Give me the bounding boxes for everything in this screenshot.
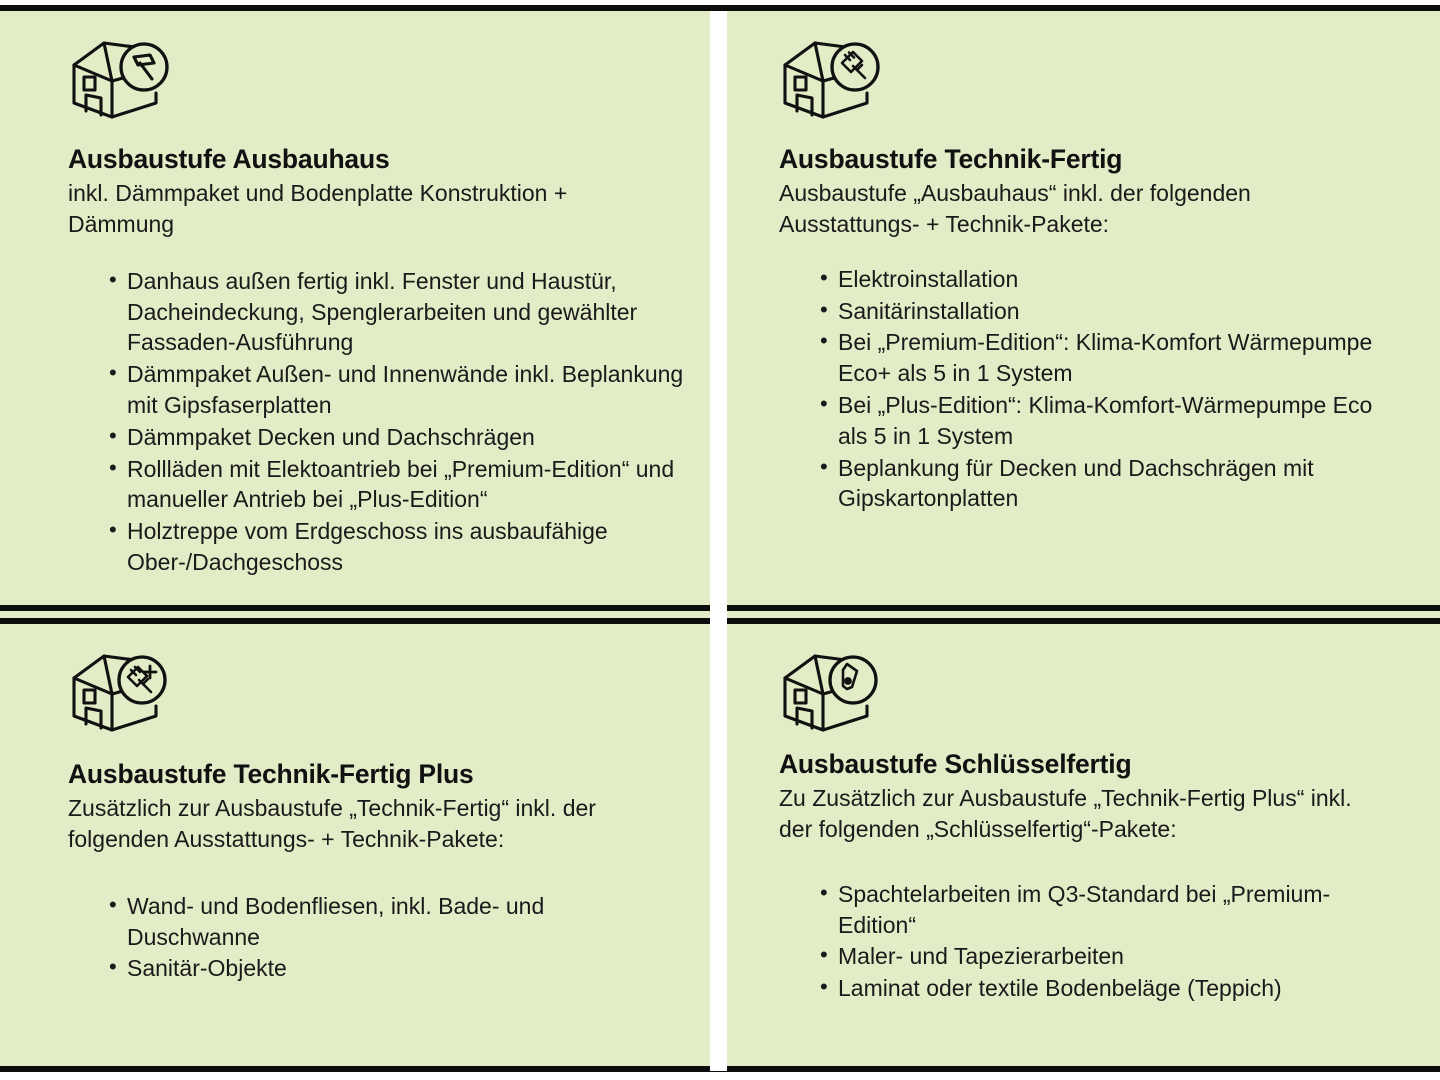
panel-bullet-list [68, 266, 690, 578]
list-item: • Wand- und Bodenfliesen, inkl. Bade- und Duschwanne [109, 891, 669, 953]
house-key-icon [779, 648, 885, 734]
list-item: • Rollläden mit Elektoantrieb bei „Premium-Edition“ und manueller Antrieb bei „Plus-Edition“ [109, 454, 690, 516]
panel-technik-fertig-plus [0, 624, 710, 1071]
panel-subtitle: inkl. Dämmpaket und Bodenplatte Konstruktion + Dämmung [68, 180, 568, 237]
list-item: • Holztreppe vom Erdgeschoss ins ausbaufähige Ober-/Dachgeschoss [109, 516, 690, 578]
list-item: • Maler- und Tapezierarbeiten [820, 941, 1400, 972]
list-item: • Sanitärinstallation [820, 296, 1400, 327]
panel-title: Ausbaustufe Technik-Fertig Plus [68, 759, 474, 789]
panel-title: Ausbaustufe Ausbauhaus [68, 144, 390, 174]
panel-schluesselfertig [727, 624, 1440, 1071]
list-item: • Dämmpaket Außen- und Innenwände inkl. Beplankung mit Gipsfaserplatten [109, 359, 690, 421]
panel-subtitle: Zusätzlich zur Ausbaustufe „Technik-Fertig“ inkl. der folgenden Ausstattungs- + Technik-Pakete: [68, 795, 596, 852]
column-gutter [710, 11, 727, 1071]
list-item: • Sanitär-Objekte [109, 953, 669, 984]
panel-title: Ausbaustufe Technik-Fertig [779, 144, 1123, 174]
list-item: • Beplankung für Decken und Dachschrägen mit Gipskartonplatten [820, 453, 1400, 515]
list-item: • Bei „Premium-Edition“: Klima-Komfort Wärmepumpe Eco+ als 5 in 1 System [820, 327, 1400, 389]
list-item: • Spachtelarbeiten im Q3-Standard bei „Premium-Edition“ [820, 879, 1400, 941]
panel-title: Ausbaustufe Schlüsselfertig [779, 749, 1132, 779]
panel-bullet-list [68, 891, 669, 984]
panel-technik-fertig [727, 11, 1440, 605]
list-item: • Laminat oder textile Bodenbeläge (Teppich) [820, 973, 1400, 1004]
panel-ausbauhaus [0, 11, 710, 605]
list-item: • Dämmpaket Decken und Dachschrägen [109, 422, 690, 453]
panel-subtitle: Ausbaustufe „Ausbauhaus“ inkl. der folgenden Ausstattungs- + Technik-Pakete: [779, 180, 1251, 237]
panel-bullet-list [779, 879, 1400, 1004]
house-paintbrush-plus-icon [68, 648, 174, 734]
panel-subtitle: Zu Zusätzlich zur Ausbaustufe „Technik-Fertig Plus“ inkl. der folgenden „Schlüsselfertig“-Pakete: [779, 785, 1352, 842]
panel-bullet-list [779, 264, 1400, 515]
house-paintbrush-icon [779, 35, 885, 121]
house-hammer-icon [68, 35, 174, 121]
list-item: • Bei „Plus-Edition“: Klima-Komfort-Wärmepumpe Eco als 5 in 1 System [820, 390, 1400, 452]
list-item: • Elektroinstallation [820, 264, 1400, 295]
list-item: • Danhaus außen fertig inkl. Fenster und Haustür, Dacheindeckung, Spenglerarbeiten und gewählter Fassaden-Ausführung [109, 266, 690, 358]
